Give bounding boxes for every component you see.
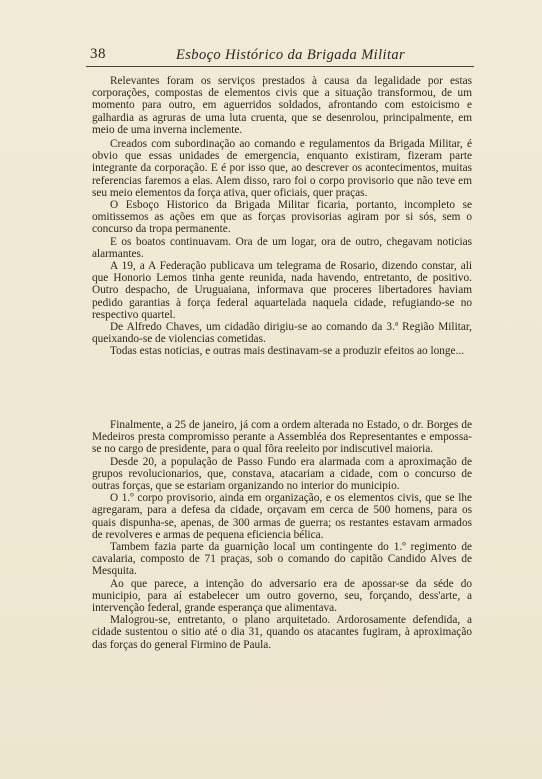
paragraph: Malogrou-se, entretanto, o plano arquitetado. Ardorosamente defendida, a cidade sustentou o sitio até o dia 31, quando os atacantes fugiram, à aproximação das forças do general Firmino de Paula. <box>92 614 472 651</box>
page-header <box>86 46 474 67</box>
paragraph: Finalmente, a 25 de janeiro, já com a ordem alterada no Estado, o dr. Borges de Medeiros presta compromisso perante a Assembléa dos Representantes e empossa-se no cargo de presidente, para o qual fôra reeleito por indiscutivel maioria. <box>92 419 472 456</box>
paragraph: Ao que parece, a intenção do adversario era de apossar-se da séde do municipio, para aí estabelecer um outro governo, seu, forçando, dess'arte, a intervenção federal, grande esperança que alimentava. <box>92 577 472 615</box>
paragraph: De Alfredo Chaves, um cidadão dirigiu-se ao comando da 3.ª Região Militar, queixando-se de violencias cometidas. <box>92 321 472 346</box>
paragraph: O 1.º corpo provisorio, ainda em organização, e os elementos civis, que se lhe agregaram, para a defesa da cidade, orçavam em cerca de 500 homens, para os quais dispunha-se, apenas, de 300 armas de guerra; os restantes estavam armados de revolveres e armas de pequena eficiencia bélica. <box>92 492 472 541</box>
paragraph: E os boatos continuavam. Ora de um logar, ora de outro, chegavam noticias alarmantes. <box>92 235 472 260</box>
paragraph: Todas estas noticias, e outras mais destinavam-se a produzir efeitos ao longe... <box>110 345 465 358</box>
text-section-2 <box>92 419 472 651</box>
page-number: 38 <box>90 46 106 62</box>
paragraph: Relevantes foram os serviços prestados à causa da legalidade por estas corporações, compostas de elementos civis que a situação transformou, de um momento para outro, em aguerridos soldados, afrontando com estoicismo e galhardia as agruras de uma luta cruenta, que se desenrolou, principalmente, em meio de uma inverna inclemente. <box>92 75 472 136</box>
paragraph: Creados com subordinação ao comando e regulamentos da Brigada Militar, é obvio que essas unidades de emergencia, enquanto existiram, fizeram parte integrante da corporação. E é por isso que, ao descrever os acontecimentos, muitas referencias faremos a elas. Alem disso, raro foi o corpo provisorio que não teve em seu meio elementos da força ativa, quer oficiais, quer praças. <box>92 138 472 199</box>
paragraph: Tambem fazia parte da guarnição local um contingente do 1.º regimento de cavalaria, composto de 71 praças, sob o comando do capitão Candido Alves de Mesquita. <box>92 541 472 578</box>
text-section-1 <box>92 75 472 358</box>
paragraph: Desde 20, a população de Passo Fundo era alarmada com a aproximação de grupos revolucionarios, que, constava, atacariam a cidade, com o concurso de outras forças, que se estariam organizando no interior do municipio. <box>92 455 472 493</box>
running-head: Esboço Histórico da Brigada Militar <box>176 47 406 63</box>
paragraph: O Esboço Historico da Brigada Militar ficaria, portanto, incompleto se omitissemos as ações em que as forças provisorias agiram por si sós, sem o concurso da tropa permanente. <box>92 199 472 236</box>
paragraph: A 19, a A Federação publicava um telegrama de Rosario, dizendo constar, ali que Honorio Lemos tinha gente reunida, nada havendo, entretanto, de positivo. Outro despacho, de Uruguaiana, informava que proceres libertadores haviam pedido garantias à força federal aquartelada naquela cidade, refugiando-se no respectivo quartel. <box>92 260 472 321</box>
